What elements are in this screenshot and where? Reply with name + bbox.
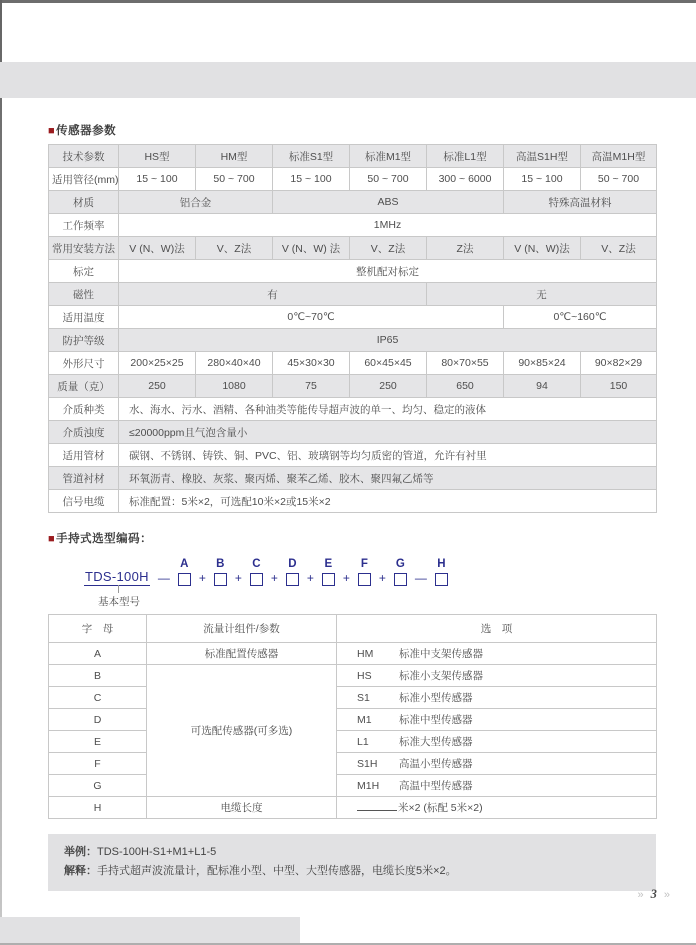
cell-value: 250 xyxy=(350,375,427,398)
code-slot-c: C xyxy=(250,559,263,586)
row-label: 介质浊度 xyxy=(49,421,119,444)
row-label: 外形尺寸 xyxy=(49,352,119,375)
cell-value: 650 xyxy=(427,375,504,398)
checkbox-placeholder-icon xyxy=(358,573,371,586)
code-slot-e: E xyxy=(322,559,335,586)
cell-value: 有 xyxy=(119,283,427,306)
table-row-a xyxy=(49,643,657,665)
cell-value: 0℃~70℃ xyxy=(119,306,504,329)
code-slot-h: H xyxy=(435,559,448,586)
code-separator: + xyxy=(378,571,386,585)
table-row-calibration xyxy=(49,260,657,283)
cell-value: ≤20000ppm且气泡含量小 xyxy=(119,421,657,444)
option-cell: HS 标准小支架传感器 xyxy=(337,665,657,687)
page-top-rule xyxy=(0,0,696,3)
option-cell: 米×2 (标配 5米×2) xyxy=(337,797,657,819)
cell-value: 15 ~ 100 xyxy=(504,168,581,191)
cell-value: 50 ~ 700 xyxy=(350,168,427,191)
table-row-e xyxy=(49,731,657,753)
checkbox-placeholder-icon xyxy=(214,573,227,586)
code-separator: + xyxy=(234,571,242,585)
option-cell: M1H 高温中型传感器 xyxy=(337,775,657,797)
row-label: 常用安装方法 xyxy=(49,237,119,260)
cell-value: 94 xyxy=(504,375,581,398)
sensor-parameters-table xyxy=(48,144,657,513)
page-footer xyxy=(638,887,671,902)
pager-next-icon: » xyxy=(663,888,670,901)
col-header: 字 母 xyxy=(49,615,147,643)
cell-value: 环氧沥青、橡胶、灰浆、聚丙烯、聚苯乙烯、胶木、聚四氟乙烯等 xyxy=(119,467,657,490)
checkbox-placeholder-icon xyxy=(435,573,448,586)
cell-value: 标准配置：5米×2，可选配10米×2或15米×2 xyxy=(119,490,657,513)
page-number: 3 xyxy=(650,887,657,901)
code-line xyxy=(48,554,656,608)
row-label: 适用管材 xyxy=(49,444,119,467)
code-slot-d: D xyxy=(286,559,299,586)
page-content xyxy=(48,122,656,891)
cell-value: V、Z法 xyxy=(581,237,657,260)
checkbox-placeholder-icon xyxy=(394,573,407,586)
table-header-row xyxy=(49,145,657,168)
row-label: 适用温度 xyxy=(49,306,119,329)
cell-value: 铝合金 xyxy=(119,191,273,214)
row-label: 质量（克） xyxy=(49,375,119,398)
letter-cell: D xyxy=(49,709,147,731)
col-header: 流量计组件/参数 xyxy=(147,615,337,643)
code-separator: + xyxy=(270,571,278,585)
component-cell: 电缆长度 xyxy=(147,797,337,819)
code-separator: + xyxy=(306,571,314,585)
pager-prev-icon: » xyxy=(637,888,644,901)
row-label: 介质种类 xyxy=(49,398,119,421)
table-header-row xyxy=(49,615,657,643)
cell-value: V (N、W) 法 xyxy=(273,237,350,260)
col-header: 标准S1型 xyxy=(273,145,350,168)
letter-cell: F xyxy=(49,753,147,775)
red-square-icon: ■ xyxy=(48,533,56,545)
component-cell: 标准配置传感器 xyxy=(147,643,337,665)
letter-cell: H xyxy=(49,797,147,819)
cell-value: V (N、W)法 xyxy=(504,237,581,260)
coding-section xyxy=(48,530,656,891)
col-header: 选 项 xyxy=(337,615,657,643)
table-row-pipe-material xyxy=(49,444,657,467)
option-cell: L1 标准大型传感器 xyxy=(337,731,657,753)
col-header: 标准M1型 xyxy=(350,145,427,168)
table-row-frequency xyxy=(49,214,657,237)
code-slot-b: B xyxy=(214,559,227,586)
col-header: 高温M1H型 xyxy=(581,145,657,168)
row-label: 材质 xyxy=(49,191,119,214)
cell-value: 75 xyxy=(273,375,350,398)
table-row-install-method xyxy=(49,237,657,260)
option-cell: S1 标准小型传感器 xyxy=(337,687,657,709)
base-model-code: TDS-100H xyxy=(85,569,149,584)
cell-value: 80×70×55 xyxy=(427,352,504,375)
row-label: 标定 xyxy=(49,260,119,283)
cell-value: 50 ~ 700 xyxy=(196,168,273,191)
cell-value: 1MHz xyxy=(119,214,657,237)
table-row-c xyxy=(49,687,657,709)
table-row-protection xyxy=(49,329,657,352)
example-code: TDS-100H-S1+M1+L1-5 xyxy=(97,846,217,858)
table-row-temperature xyxy=(49,306,657,329)
checkbox-placeholder-icon xyxy=(250,573,263,586)
cell-value: 无 xyxy=(427,283,657,306)
base-model xyxy=(84,568,150,608)
table-row-magnetic xyxy=(49,283,657,306)
table-row-b xyxy=(49,665,657,687)
table-row-medium-type xyxy=(49,398,657,421)
cell-value: 60×45×45 xyxy=(350,352,427,375)
base-model-label: 基本型号 xyxy=(98,596,140,608)
option-cell: M1 标准中型传感器 xyxy=(337,709,657,731)
letter-cell: B xyxy=(49,665,147,687)
model-code-diagram xyxy=(48,554,656,610)
table-row-weight xyxy=(49,375,657,398)
code-separator: — xyxy=(414,571,427,585)
cell-value: 45×30×30 xyxy=(273,352,350,375)
row-label: 信号电缆 xyxy=(49,490,119,513)
table-row-signal-cable xyxy=(49,490,657,513)
table-row-g xyxy=(49,775,657,797)
col-header: 标准L1型 xyxy=(427,145,504,168)
cell-value: 90×82×29 xyxy=(581,352,657,375)
checkbox-placeholder-icon xyxy=(286,573,299,586)
cell-value: 碳钢、不锈钢、铸铁、铜、PVC、铝、玻璃钢等均匀质密的管道，允许有衬里 xyxy=(119,444,657,467)
cell-value: 特殊高温材料 xyxy=(504,191,657,214)
cell-value: 300 ~ 6000 xyxy=(427,168,504,191)
table-row-d xyxy=(49,709,657,731)
cell-value: 50 ~ 700 xyxy=(581,168,657,191)
example-box xyxy=(48,834,656,891)
cell-value: 200×25×25 xyxy=(119,352,196,375)
cell-value: 15 ~ 100 xyxy=(119,168,196,191)
row-label: 防护等级 xyxy=(49,329,119,352)
cell-value: V、Z法 xyxy=(350,237,427,260)
cell-value: 250 xyxy=(119,375,196,398)
cell-value: Z法 xyxy=(427,237,504,260)
letter-cell: E xyxy=(49,731,147,753)
code-separator: + xyxy=(198,571,206,585)
cell-value: 1080 xyxy=(196,375,273,398)
section-title-sensor-parameters: ■传感器参数 xyxy=(48,125,117,137)
letter-cell: C xyxy=(49,687,147,709)
option-cell: S1H 高温小型传感器 xyxy=(337,753,657,775)
header-gray-band xyxy=(0,62,696,98)
checkbox-placeholder-icon xyxy=(322,573,335,586)
row-label: 适用管径(mm) xyxy=(49,168,119,191)
cell-value: V、Z法 xyxy=(196,237,273,260)
row-label: 管道衬材 xyxy=(49,467,119,490)
table-row-lining xyxy=(49,467,657,490)
red-square-icon: ■ xyxy=(48,125,56,137)
table-row-dimensions xyxy=(49,352,657,375)
table-row-turbidity xyxy=(49,421,657,444)
section-title-selection-coding: ■手持式选型编码： xyxy=(48,533,153,545)
footer-gray-band xyxy=(0,917,300,943)
cell-value: ABS xyxy=(273,191,504,214)
explanation-line: 解释：手持式超声波流量计，配标准小型、中型、大型传感器，电缆长度5米×2。 xyxy=(64,865,457,877)
cell-value: 整机配对标定 xyxy=(119,260,657,283)
cable-length-blank xyxy=(357,801,397,811)
cell-value: 水、海水、污水、酒精、各种油类等能传导超声波的单一、均匀、稳定的液体 xyxy=(119,398,657,421)
explanation-text: 手持式超声波流量计，配标准小型、中型、大型传感器，电缆长度5米×2。 xyxy=(97,865,457,877)
selection-options-table xyxy=(48,614,657,819)
cell-value: 0℃~160℃ xyxy=(504,306,657,329)
cell-value: IP65 xyxy=(119,329,657,352)
row-label: 磁性 xyxy=(49,283,119,306)
col-header: HS型 xyxy=(119,145,196,168)
letter-cell: G xyxy=(49,775,147,797)
table-row-material xyxy=(49,191,657,214)
col-header: 技术参数 xyxy=(49,145,119,168)
connector-line xyxy=(118,585,119,593)
cell-value: V (N、W)法 xyxy=(119,237,196,260)
code-separator: — xyxy=(157,571,170,585)
component-cell: 可选配传感器(可多选) xyxy=(147,665,337,797)
checkbox-placeholder-icon xyxy=(178,573,191,586)
code-slot-f: F xyxy=(358,559,371,586)
code-separator: + xyxy=(342,571,350,585)
example-line: 举例：TDS-100H-S1+M1+L1-5 xyxy=(64,846,217,858)
table-row-h xyxy=(49,797,657,819)
page-left-rule xyxy=(0,0,2,945)
cell-value: 15 ~ 100 xyxy=(273,168,350,191)
row-label: 工作频率 xyxy=(49,214,119,237)
cell-value: 90×85×24 xyxy=(504,352,581,375)
cell-value: 150 xyxy=(581,375,657,398)
col-header: 高温S1H型 xyxy=(504,145,581,168)
col-header: HM型 xyxy=(196,145,273,168)
table-row-f xyxy=(49,753,657,775)
table-row-diameter xyxy=(49,168,657,191)
option-cell: HM 标准中支架传感器 xyxy=(337,643,657,665)
code-slot-g: G xyxy=(394,559,407,586)
cell-value: 280×40×40 xyxy=(196,352,273,375)
letter-cell: A xyxy=(49,643,147,665)
code-slot-a: A xyxy=(178,559,191,586)
